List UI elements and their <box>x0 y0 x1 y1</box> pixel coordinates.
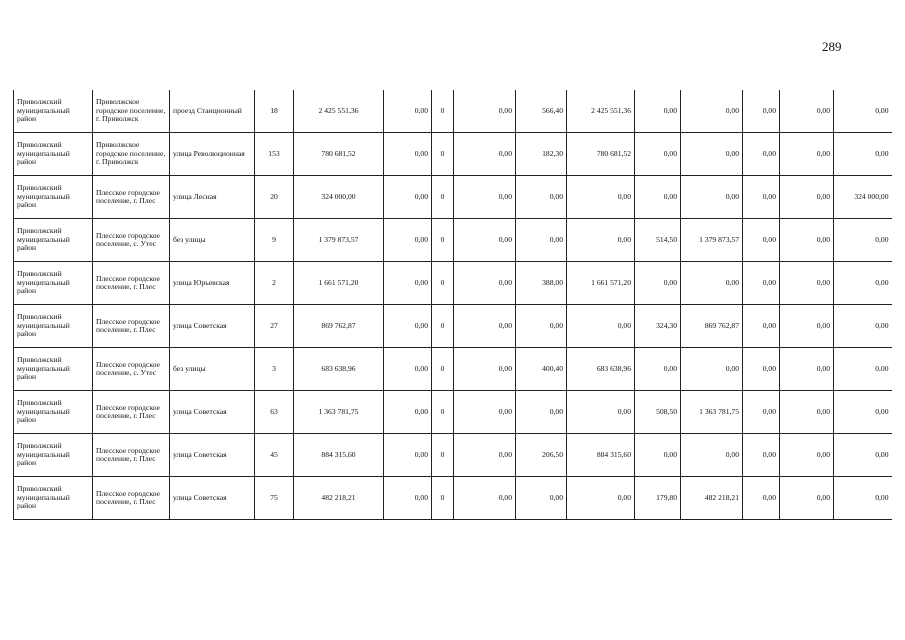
value-cell-2: 0,00 <box>454 90 516 133</box>
cost-cell: 0,00 <box>567 219 635 262</box>
municipality-cell: Приволжский муниципальный район <box>14 176 93 219</box>
table-row <box>14 90 892 133</box>
value-cell-5: 0,00 <box>834 348 892 391</box>
total-cost-cell: 884 315,60 <box>294 434 384 477</box>
cost-cell: 884 315,60 <box>567 434 635 477</box>
municipality-cell: Приволжский муниципальный район <box>14 477 93 520</box>
table-row <box>14 262 892 305</box>
municipality-cell: Приволжский муниципальный район <box>14 90 93 133</box>
cost-cell: 0,00 <box>567 176 635 219</box>
count-cell: 0 <box>432 305 454 348</box>
cost-cell: 780 681,52 <box>567 133 635 176</box>
value-cell-5: 0,00 <box>834 391 892 434</box>
area-cell-2: 179,80 <box>635 477 681 520</box>
area-cell: 0,00 <box>516 219 567 262</box>
house-number-cell: 153 <box>255 133 294 176</box>
value-cell-2: 0,00 <box>454 305 516 348</box>
house-number-cell: 9 <box>255 219 294 262</box>
cost-cell-2: 0,00 <box>681 176 743 219</box>
value-cell-3: 0,00 <box>743 477 780 520</box>
cost-cell: 2 425 551,36 <box>567 90 635 133</box>
value-cell-4: 0,00 <box>780 90 834 133</box>
value-cell-2: 0,00 <box>454 391 516 434</box>
value-cell-5: 0,00 <box>834 90 892 133</box>
value-cell-1: 0,00 <box>384 348 432 391</box>
settlement-cell: Приволжское городское поселение, г. Приволжск <box>93 133 170 176</box>
area-cell-2: 0,00 <box>635 176 681 219</box>
value-cell-3: 0,00 <box>743 348 780 391</box>
street-cell: улица Юрьевская <box>170 262 255 305</box>
area-cell-2: 514,50 <box>635 219 681 262</box>
area-cell-2: 0,00 <box>635 133 681 176</box>
cost-cell-2: 482 218,21 <box>681 477 743 520</box>
count-cell: 0 <box>432 176 454 219</box>
settlement-cell: Плесское городское поселение, г. Плес <box>93 262 170 305</box>
street-cell: без улицы <box>170 348 255 391</box>
municipality-cell: Приволжский муниципальный район <box>14 219 93 262</box>
table-row <box>14 477 892 520</box>
house-number-cell: 45 <box>255 434 294 477</box>
table-row <box>14 176 892 219</box>
total-cost-cell: 1 661 571,20 <box>294 262 384 305</box>
value-cell-1: 0,00 <box>384 90 432 133</box>
value-cell-3: 0,00 <box>743 305 780 348</box>
value-cell-4: 0,00 <box>780 176 834 219</box>
cost-cell-2: 0,00 <box>681 90 743 133</box>
settlement-cell: Плесское городское поселение, г. Плес <box>93 477 170 520</box>
settlement-cell: Плесское городское поселение, г. Плес <box>93 391 170 434</box>
cost-cell: 0,00 <box>567 305 635 348</box>
settlement-cell: Приволжское городское поселение, г. Приволжск <box>93 90 170 133</box>
area-cell-2: 0,00 <box>635 90 681 133</box>
area-cell: 0,00 <box>516 477 567 520</box>
area-cell-2: 324,30 <box>635 305 681 348</box>
area-cell: 206,50 <box>516 434 567 477</box>
cost-cell-2: 0,00 <box>681 133 743 176</box>
total-cost-cell: 2 425 551,36 <box>294 90 384 133</box>
house-number-cell: 27 <box>255 305 294 348</box>
settlement-cell: Плесское городское поселение, г. Плес <box>93 434 170 477</box>
area-cell: 400,40 <box>516 348 567 391</box>
cost-cell: 0,00 <box>567 477 635 520</box>
value-cell-4: 0,00 <box>780 133 834 176</box>
value-cell-1: 0,00 <box>384 305 432 348</box>
municipality-cell: Приволжский муниципальный район <box>14 348 93 391</box>
count-cell: 0 <box>432 262 454 305</box>
total-cost-cell: 324 000,00 <box>294 176 384 219</box>
cost-cell-2: 0,00 <box>681 434 743 477</box>
value-cell-3: 0,00 <box>743 176 780 219</box>
value-cell-5: 324 000,00 <box>834 176 892 219</box>
value-cell-1: 0,00 <box>384 391 432 434</box>
settlement-cell: Плесское городское поселение, с. Утес <box>93 219 170 262</box>
count-cell: 0 <box>432 477 454 520</box>
area-cell-2: 0,00 <box>635 262 681 305</box>
value-cell-3: 0,00 <box>743 391 780 434</box>
value-cell-5: 0,00 <box>834 219 892 262</box>
value-cell-3: 0,00 <box>743 434 780 477</box>
value-cell-1: 0,00 <box>384 477 432 520</box>
table-row <box>14 133 892 176</box>
house-number-cell: 20 <box>255 176 294 219</box>
page-number: 289 <box>822 39 842 54</box>
value-cell-2: 0,00 <box>454 176 516 219</box>
cost-cell: 1 661 571,20 <box>567 262 635 305</box>
count-cell: 0 <box>432 434 454 477</box>
registry-table <box>13 90 892 520</box>
cost-cell: 0,00 <box>567 391 635 434</box>
area-cell: 0,00 <box>516 391 567 434</box>
area-cell-2: 0,00 <box>635 348 681 391</box>
street-cell: улица Советская <box>170 391 255 434</box>
value-cell-2: 0,00 <box>454 133 516 176</box>
cost-cell-2: 0,00 <box>681 262 743 305</box>
street-cell: улица Лесная <box>170 176 255 219</box>
value-cell-1: 0,00 <box>384 262 432 305</box>
house-number-cell: 18 <box>255 90 294 133</box>
house-number-cell: 2 <box>255 262 294 305</box>
area-cell: 0,00 <box>516 305 567 348</box>
value-cell-4: 0,00 <box>780 391 834 434</box>
value-cell-5: 0,00 <box>834 262 892 305</box>
street-cell: улица Советская <box>170 434 255 477</box>
count-cell: 0 <box>432 391 454 434</box>
total-cost-cell: 1 363 781,75 <box>294 391 384 434</box>
value-cell-2: 0,00 <box>454 434 516 477</box>
cost-cell: 683 638,96 <box>567 348 635 391</box>
municipality-cell: Приволжский муниципальный район <box>14 391 93 434</box>
street-cell: улица Советская <box>170 305 255 348</box>
table-row <box>14 348 892 391</box>
value-cell-5: 0,00 <box>834 434 892 477</box>
value-cell-4: 0,00 <box>780 477 834 520</box>
settlement-cell: Плесское городское поселение, с. Утес <box>93 348 170 391</box>
total-cost-cell: 1 379 873,57 <box>294 219 384 262</box>
cost-cell-2: 1 379 873,57 <box>681 219 743 262</box>
value-cell-5: 0,00 <box>834 477 892 520</box>
value-cell-4: 0,00 <box>780 219 834 262</box>
settlement-cell: Плесское городское поселение, г. Плес <box>93 305 170 348</box>
house-number-cell: 75 <box>255 477 294 520</box>
municipality-cell: Приволжский муниципальный район <box>14 305 93 348</box>
value-cell-2: 0,00 <box>454 219 516 262</box>
count-cell: 0 <box>432 219 454 262</box>
house-number-cell: 3 <box>255 348 294 391</box>
count-cell: 0 <box>432 348 454 391</box>
street-cell: без улицы <box>170 219 255 262</box>
value-cell-2: 0,00 <box>454 262 516 305</box>
value-cell-4: 0,00 <box>780 262 834 305</box>
value-cell-4: 0,00 <box>780 305 834 348</box>
value-cell-1: 0,00 <box>384 176 432 219</box>
street-cell: улица Революционная <box>170 133 255 176</box>
cost-cell-2: 0,00 <box>681 348 743 391</box>
value-cell-2: 0,00 <box>454 477 516 520</box>
value-cell-3: 0,00 <box>743 262 780 305</box>
area-cell: 388,00 <box>516 262 567 305</box>
value-cell-5: 0,00 <box>834 305 892 348</box>
count-cell: 0 <box>432 90 454 133</box>
area-cell-2: 508,50 <box>635 391 681 434</box>
municipality-cell: Приволжский муниципальный район <box>14 133 93 176</box>
count-cell: 0 <box>432 133 454 176</box>
settlement-cell: Плесское городское поселение, г. Плес <box>93 176 170 219</box>
value-cell-2: 0,00 <box>454 348 516 391</box>
cost-cell-2: 869 762,87 <box>681 305 743 348</box>
value-cell-5: 0,00 <box>834 133 892 176</box>
value-cell-1: 0,00 <box>384 434 432 477</box>
street-cell: проезд Станционный <box>170 90 255 133</box>
value-cell-4: 0,00 <box>780 348 834 391</box>
total-cost-cell: 683 638,96 <box>294 348 384 391</box>
value-cell-1: 0,00 <box>384 133 432 176</box>
total-cost-cell: 780 681,52 <box>294 133 384 176</box>
municipality-cell: Приволжский муниципальный район <box>14 262 93 305</box>
value-cell-3: 0,00 <box>743 219 780 262</box>
total-cost-cell: 869 762,87 <box>294 305 384 348</box>
value-cell-3: 0,00 <box>743 133 780 176</box>
table-row <box>14 391 892 434</box>
table-row <box>14 219 892 262</box>
value-cell-4: 0,00 <box>780 434 834 477</box>
area-cell: 0,00 <box>516 176 567 219</box>
house-number-cell: 63 <box>255 391 294 434</box>
table-row <box>14 305 892 348</box>
street-cell: улица Советская <box>170 477 255 520</box>
municipality-cell: Приволжский муниципальный район <box>14 434 93 477</box>
cost-cell-2: 1 363 781,75 <box>681 391 743 434</box>
area-cell: 182,30 <box>516 133 567 176</box>
area-cell: 566,40 <box>516 90 567 133</box>
value-cell-1: 0,00 <box>384 219 432 262</box>
total-cost-cell: 482 218,21 <box>294 477 384 520</box>
value-cell-3: 0,00 <box>743 90 780 133</box>
area-cell-2: 0,00 <box>635 434 681 477</box>
table-row <box>14 434 892 477</box>
